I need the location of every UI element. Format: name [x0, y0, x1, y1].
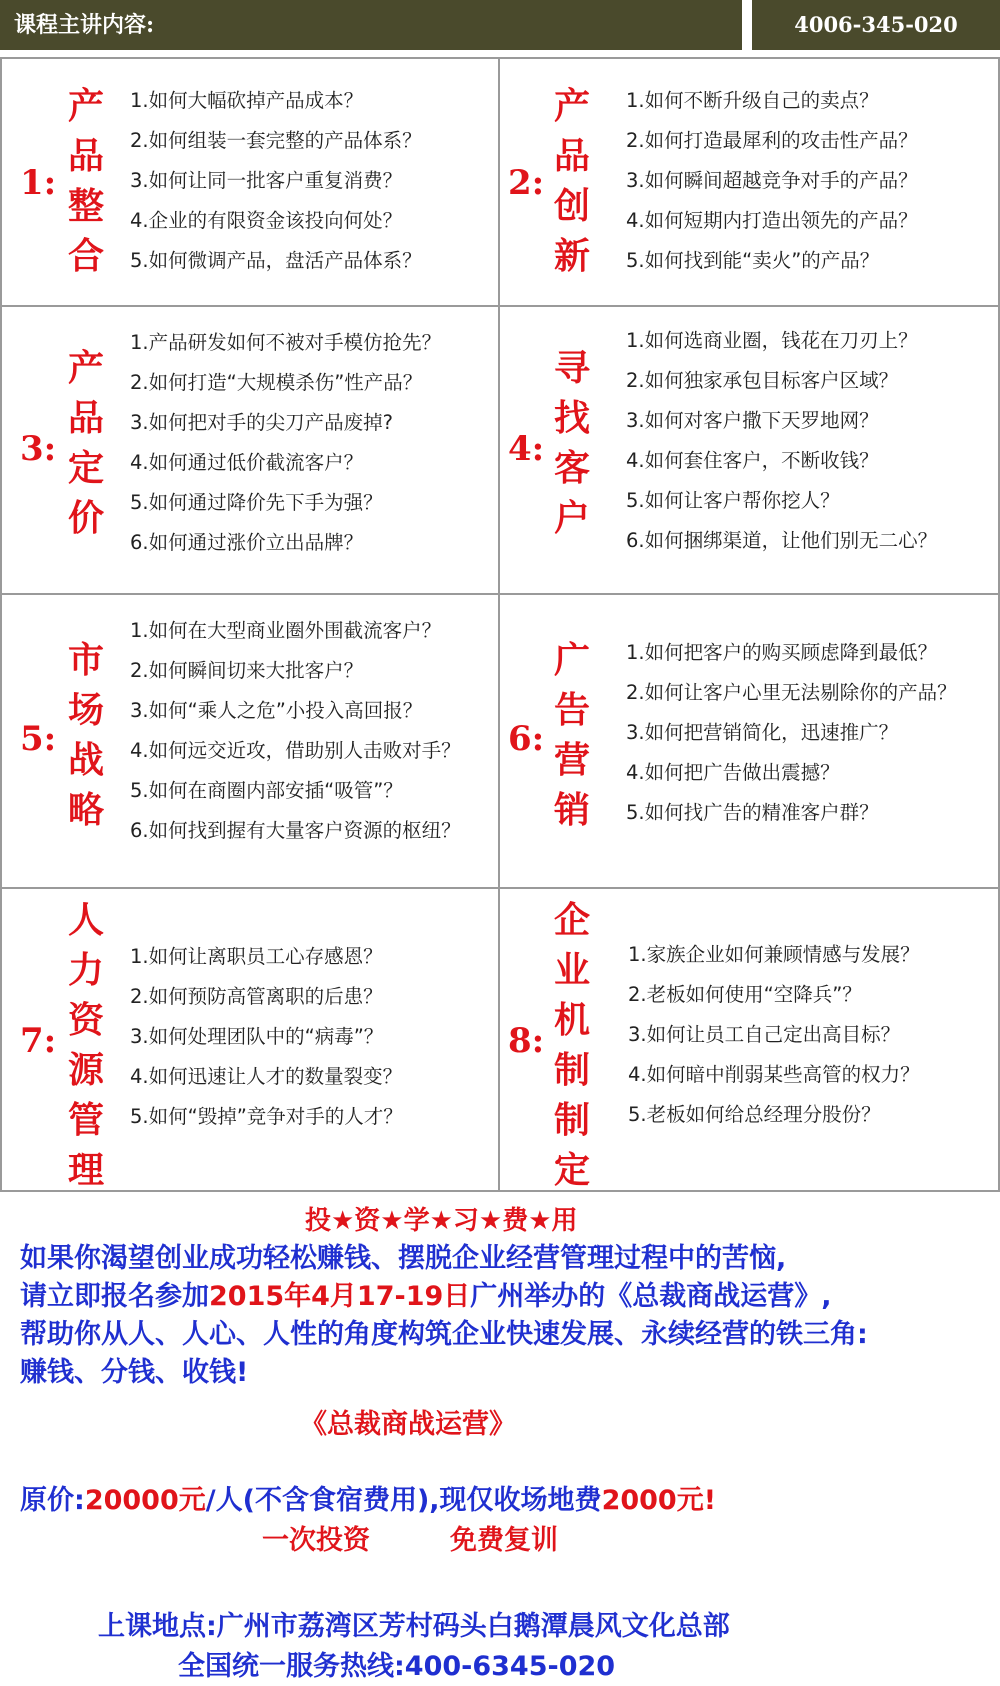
list-item: 1.产品研发如何不被对手模仿抢先？	[130, 331, 442, 354]
list-item: 2.如何打造最犀利的攻击性产品？	[626, 129, 918, 152]
list-item: 1.如何把客户的购买顾虑降到最低？	[626, 641, 938, 664]
list-item: 2.如何打造“大规模杀伤”性产品？	[130, 371, 423, 394]
list-item: 5.如何在商圈内部安插“吸管”？	[130, 779, 403, 802]
promo-line-2	[20, 1274, 832, 1313]
title-char: 力	[67, 949, 104, 991]
list-item: 4.如何通过低价截流客户？	[130, 451, 364, 474]
title-char: 新	[553, 235, 590, 277]
module-3-cell	[0, 305, 500, 595]
promo-line-3: 帮助你从人、人心、人性的角度构筑企业快速发展、永续经营的铁三角:	[20, 1319, 868, 1350]
title-char: 价	[67, 497, 104, 539]
price-value: 20000元	[84, 1485, 206, 1516]
module-6-cell	[498, 593, 1000, 889]
list-item: 3.如何把对手的尖刀产品废掉?	[130, 411, 393, 434]
title-char: 户	[553, 497, 590, 539]
slogan-b: 免费复训	[450, 1525, 558, 1556]
module-2-cell	[498, 57, 1000, 307]
title-char: 制	[553, 1099, 590, 1141]
title-char: 客	[553, 447, 590, 489]
title-char: 整	[67, 185, 104, 227]
module-number: 7:	[20, 1021, 57, 1061]
list-item: 4.如何远交近攻，借助别人击败对手？	[130, 739, 461, 762]
promo-line-2-a: 请立即报名参加	[20, 1281, 209, 1312]
header-title: 课程主讲内容:	[14, 12, 155, 38]
list-item: 4.如何迅速让人才的数量裂变？	[130, 1065, 403, 1088]
title-char: 营	[553, 739, 590, 781]
list-item: 6.如何捆绑渠道，让他们别无二心？	[626, 529, 938, 552]
list-item: 3.如何“乘人之危”小投入高回报？	[130, 699, 423, 722]
question-list	[626, 81, 918, 281]
list-item: 3.如何把营销简化，迅速推广？	[626, 721, 899, 744]
module-5-cell	[0, 593, 500, 889]
list-item: 5.如何让客户帮你挖人？	[626, 489, 840, 512]
price-fee: 2000元!	[601, 1485, 717, 1516]
list-item: 4.如何暗中削弱某些高管的权力？	[628, 1063, 920, 1086]
list-item: 1.如何让离职员工心存感恩？	[130, 945, 383, 968]
phone-header	[752, 0, 1000, 50]
promo-line-4: 赚钱、分钱、收钱!	[20, 1357, 249, 1388]
title-char: 源	[67, 1049, 104, 1091]
list-item: 3.如何对客户撒下天罗地网？	[626, 409, 879, 432]
title-char: 广	[553, 639, 590, 681]
list-item: 2.如何组装一套完整的产品体系？	[130, 129, 422, 152]
module-title	[64, 343, 108, 543]
promo-heading: 投★资★学★习★费★用	[305, 1206, 578, 1236]
list-item: 1.如何不断升级自己的卖点？	[626, 89, 879, 112]
list-item: 5.如何“毁掉”竞争对手的人才？	[130, 1105, 403, 1128]
question-list	[626, 321, 937, 561]
module-8-cell	[498, 887, 1000, 1192]
list-item: 3.如何让同一批客户重复消费？	[130, 169, 403, 192]
title-char: 品	[553, 135, 590, 177]
module-number: 3:	[20, 429, 57, 469]
module-number: 4:	[508, 429, 545, 469]
title-char: 制	[553, 1049, 590, 1091]
title-char: 资	[67, 999, 104, 1041]
question-list	[130, 611, 461, 851]
module-7-cell	[0, 887, 500, 1192]
title-char: 产	[67, 85, 104, 127]
title-char: 人	[67, 899, 104, 941]
module-number: 8:	[508, 1021, 545, 1061]
list-item: 1.家族企业如何兼顾情感与发展？	[628, 943, 920, 966]
title-char: 品	[67, 397, 104, 439]
list-item: 5.如何通过降价先下手为强？	[130, 491, 383, 514]
title-char: 业	[553, 949, 590, 991]
title-char: 机	[553, 999, 590, 1041]
list-item: 4.企业的有限资金该投向何处？	[130, 209, 403, 232]
module-title	[550, 343, 594, 543]
title-char: 销	[553, 789, 590, 831]
list-item: 5.老板如何给总经理分股份？	[628, 1103, 881, 1126]
list-item: 1.如何在大型商业圈外围截流客户？	[130, 619, 442, 642]
list-item: 1.如何选商业圈，钱花在刀刃上？	[626, 329, 918, 352]
list-item: 3.如何处理团队中的“病毒”？	[130, 1025, 384, 1048]
list-item: 4.如何短期内打造出领先的产品？	[626, 209, 918, 232]
slogan-a: 一次投资	[262, 1525, 370, 1556]
title-char: 产	[67, 347, 104, 389]
list-item: 6.如何找到握有大量客户资源的枢纽？	[130, 819, 461, 842]
course-header	[0, 0, 742, 50]
list-item: 2.如何让客户心里无法剔除你的产品？	[626, 681, 957, 704]
header-phone: 4006-345-020	[794, 12, 958, 37]
module-title	[550, 635, 594, 835]
title-char: 合	[67, 235, 104, 277]
question-list	[130, 323, 441, 563]
promo-line-1: 如果你渴望创业成功轻松赚钱、摆脱企业经营管理过程中的苦恼,	[20, 1243, 787, 1274]
module-number: 2:	[508, 163, 545, 203]
course-name: 《总裁商战运营》	[300, 1409, 516, 1440]
question-list	[626, 633, 957, 833]
module-grid	[0, 57, 1000, 1192]
title-char: 企	[553, 899, 590, 941]
title-char: 管	[67, 1099, 104, 1141]
title-char: 定	[67, 447, 104, 489]
module-title	[64, 895, 108, 1195]
module-number: 1:	[20, 163, 57, 203]
list-item: 3.如何瞬间超越竞争对手的产品？	[626, 169, 918, 192]
title-char: 创	[553, 185, 590, 227]
list-item: 2.老板如何使用“空降兵”？	[628, 983, 862, 1006]
module-title	[550, 895, 594, 1195]
title-char: 战	[67, 739, 104, 781]
list-item: 4.如何套住客户，不断收钱？	[626, 449, 879, 472]
list-item: 5.如何找广告的精准客户群？	[626, 801, 879, 824]
title-char: 品	[67, 135, 104, 177]
title-char: 告	[553, 689, 590, 731]
promo-date: 2015年4月17-19日	[209, 1281, 471, 1312]
list-item: 1.如何大幅砍掉产品成本？	[130, 89, 364, 112]
module-number: 5:	[20, 719, 57, 759]
price-label: 原价:	[20, 1485, 85, 1516]
title-char: 寻	[553, 347, 590, 389]
list-item: 2.如何独家承包目标客户区域？	[626, 369, 899, 392]
title-char: 略	[67, 789, 104, 831]
list-item: 5.如何找到能“卖火”的产品？	[626, 249, 880, 272]
title-char: 产	[553, 85, 590, 127]
title-char: 场	[67, 689, 104, 731]
price-line	[20, 1478, 716, 1517]
promo-line-2-c: 广州举办的《总裁商战运营》,	[470, 1281, 832, 1312]
header-divider	[742, 0, 752, 50]
title-char: 定	[553, 1149, 590, 1191]
list-item: 2.如何瞬间切来大批客户？	[130, 659, 364, 682]
title-char: 市	[67, 639, 104, 681]
title-char: 找	[553, 397, 590, 439]
price-mid: /人(不含食宿费用),现仅收场地费	[205, 1485, 602, 1516]
list-item: 5.如何微调产品，盘活产品体系？	[130, 249, 422, 272]
module-title	[64, 635, 108, 835]
list-item: 6.如何通过涨价立出品牌？	[130, 531, 364, 554]
module-1-cell	[0, 57, 500, 307]
list-item: 2.如何预防高管离职的后患？	[130, 985, 383, 1008]
location-line: 上课地点:广州市荔湾区芳村码头白鹅潭晨风文化总部	[98, 1611, 730, 1642]
hotline-line: 全国统一服务热线:400-6345-020	[178, 1651, 616, 1682]
list-item: 3.如何让员工自己定出高目标？	[628, 1023, 901, 1046]
module-title	[64, 81, 108, 281]
title-char: 理	[67, 1149, 104, 1191]
module-title	[550, 81, 594, 281]
question-list	[130, 937, 403, 1137]
question-list	[130, 81, 422, 281]
question-list	[628, 935, 920, 1135]
module-number: 6:	[508, 719, 545, 759]
module-4-cell	[498, 305, 1000, 595]
list-item: 4.如何把广告做出震撼？	[626, 761, 840, 784]
